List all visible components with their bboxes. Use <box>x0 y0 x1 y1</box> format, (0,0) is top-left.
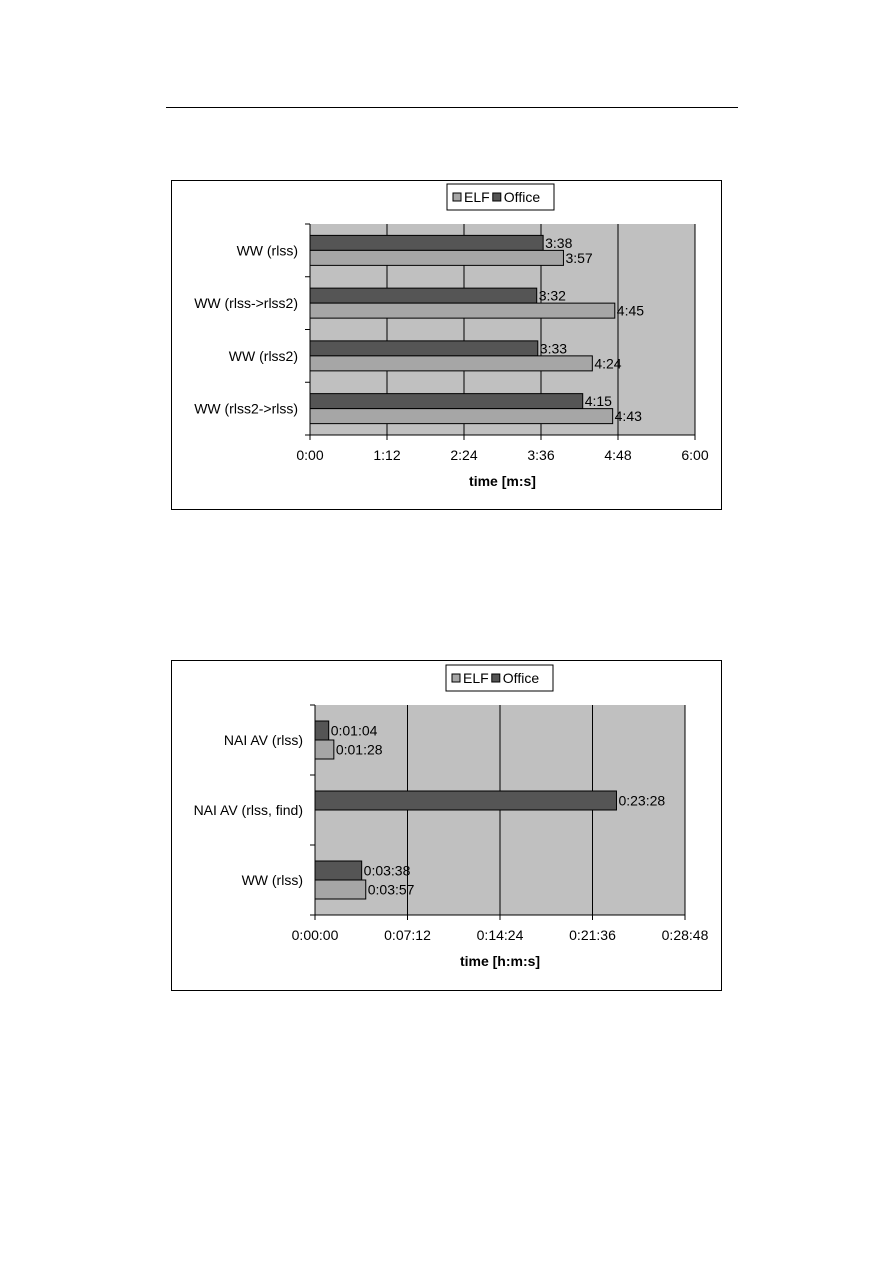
x-tick-label: 3:36 <box>527 447 555 463</box>
legend-swatch-office <box>493 193 501 201</box>
x-axis-title: time [m:s] <box>469 473 536 489</box>
bar-elf <box>310 356 592 371</box>
category-label: WW (rlss) <box>241 872 303 888</box>
category-label: NAI AV (rlss) <box>223 732 303 748</box>
x-tick-label: 1:12 <box>373 447 401 463</box>
bar-elf <box>315 740 334 759</box>
chart-nai-av-times <box>171 660 722 991</box>
data-label-office: 0:03:38 <box>363 862 411 879</box>
category-label: WW (rlss) <box>236 242 298 259</box>
chart-ww-svg <box>172 181 721 509</box>
bar-office <box>315 721 329 740</box>
x-tick-label: 6:00 <box>681 447 709 463</box>
data-label-office: 3:33 <box>539 340 568 357</box>
x-tick-label: 0:07:12 <box>384 927 431 943</box>
chart-ww-times <box>171 180 722 510</box>
legend-swatch-office <box>492 674 500 682</box>
bar-office <box>310 288 537 303</box>
legend <box>446 665 553 691</box>
data-label-office: 3:32 <box>538 287 566 304</box>
data-label-elf: 4:43 <box>614 408 642 425</box>
x-tick-label: 0:00 <box>296 447 324 463</box>
category-label: NAI AV (rlss, find) <box>193 802 303 818</box>
data-label-elf: 3:57 <box>565 249 593 266</box>
bar-elf <box>310 250 563 265</box>
x-tick-label: 0:21:36 <box>569 927 616 943</box>
bar-office <box>310 341 538 356</box>
category-label: WW (rlss2) <box>228 347 298 364</box>
x-tick-label: 4:48 <box>604 447 632 463</box>
data-label-office: 4:15 <box>584 393 612 410</box>
legend-swatch-elf <box>452 674 460 682</box>
data-label-elf: 4:24 <box>594 355 622 372</box>
page-header-rule <box>166 107 738 108</box>
data-label-office: 0:23:28 <box>618 792 666 809</box>
x-tick-label: 2:24 <box>450 447 478 463</box>
bar-office <box>310 394 583 409</box>
legend <box>447 184 554 210</box>
bar-elf <box>310 409 613 424</box>
data-label-office: 3:38 <box>545 234 573 251</box>
data-label-elf: 0:01:28 <box>335 741 383 758</box>
data-label-elf: 4:45 <box>616 302 645 319</box>
bar-elf <box>310 303 615 318</box>
legend-label-office: Office <box>503 189 541 205</box>
chart-nai-svg <box>172 661 721 990</box>
x-tick-label: 0:00:00 <box>291 927 339 943</box>
x-axis-title: time [h:m:s] <box>459 953 541 969</box>
x-tick-label: 0:14:24 <box>476 927 524 943</box>
data-label-elf: 0:03:57 <box>367 881 415 898</box>
legend-swatch-elf <box>453 193 461 201</box>
bar-elf <box>315 880 366 899</box>
legend-label-elf: ELF <box>463 670 489 686</box>
bar-office <box>315 861 362 880</box>
bar-office <box>310 235 543 250</box>
legend-label-elf: ELF <box>464 189 490 205</box>
legend-label-office: Office <box>502 670 540 686</box>
x-tick-label: 0:28:48 <box>661 927 709 943</box>
category-label: WW (rlss->rlss2) <box>194 295 298 312</box>
category-label: WW (rlss2->rlss) <box>194 400 298 417</box>
data-label-office: 0:01:04 <box>330 722 378 739</box>
bar-office <box>315 791 616 810</box>
